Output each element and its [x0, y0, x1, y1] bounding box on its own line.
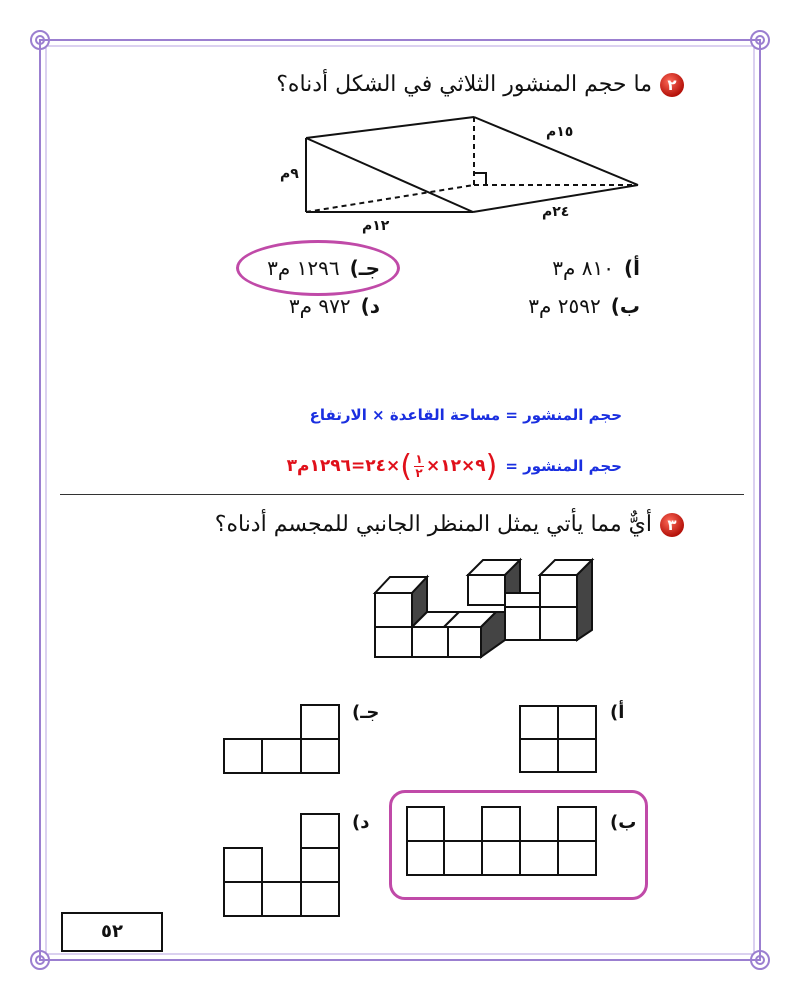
- question-3-number-badge: ٣: [660, 513, 684, 537]
- prism-figure: [290, 105, 660, 230]
- solution-factors: ٩×١٢×: [425, 456, 486, 476]
- solution-calculation: [287, 446, 622, 486]
- label-side-12: ١٢م: [362, 218, 390, 234]
- page-number: ٥٢: [61, 912, 163, 952]
- q3-option-b-label[interactable]: ب): [610, 812, 637, 833]
- question-2-text: ما حجم المنشور الثلاثي في الشكل أدناه؟: [276, 72, 652, 97]
- label-side-9: ٩م: [280, 166, 299, 182]
- question-3-title: [215, 512, 684, 537]
- right-paren: ): [400, 448, 412, 484]
- question-2-title: [276, 72, 684, 97]
- question-3-text: أيٌّ مما يأتي يمثل المنظر الجانبي للمجسم أدناه؟: [214, 512, 652, 537]
- label-side-15: ١٥م: [546, 124, 574, 140]
- solution-label: حجم المنشور =: [505, 457, 622, 475]
- correct-answer-oval: [236, 240, 400, 296]
- q3-option-d-figure[interactable]: [223, 813, 341, 917]
- q3-option-b-figure[interactable]: [405, 805, 598, 877]
- q3-option-a-label[interactable]: أ): [610, 702, 625, 723]
- q2-choice-c[interactable]: جـ)١٢٩٦ م٣: [267, 256, 380, 280]
- q2-choice-a[interactable]: أ)٨١٠ م٣: [552, 256, 640, 280]
- q3-option-a-figure[interactable]: [519, 705, 597, 773]
- section-divider: [60, 494, 744, 495]
- q3-option-c-label[interactable]: جـ): [352, 702, 380, 723]
- q2-choice-d[interactable]: د)٩٧٢ م٣: [288, 294, 380, 318]
- left-paren: (: [485, 448, 498, 484]
- q3-option-d-label[interactable]: د): [352, 812, 370, 833]
- q3-option-c-figure[interactable]: [223, 704, 341, 774]
- question-2-number-badge: ٢: [660, 73, 684, 97]
- cube-solid-figure: [370, 555, 600, 660]
- q2-choice-b[interactable]: ب)٢٥٩٢ م٣: [528, 294, 640, 318]
- solution-formula: حجم المنشور = مساحة القاعدة × الارتفاع: [309, 406, 622, 424]
- label-side-24: ٢٤م: [542, 204, 570, 220]
- half-fraction: ١ ٢: [415, 451, 423, 480]
- solution-result: ×٢٤=١٢٩٦م٣: [286, 456, 401, 476]
